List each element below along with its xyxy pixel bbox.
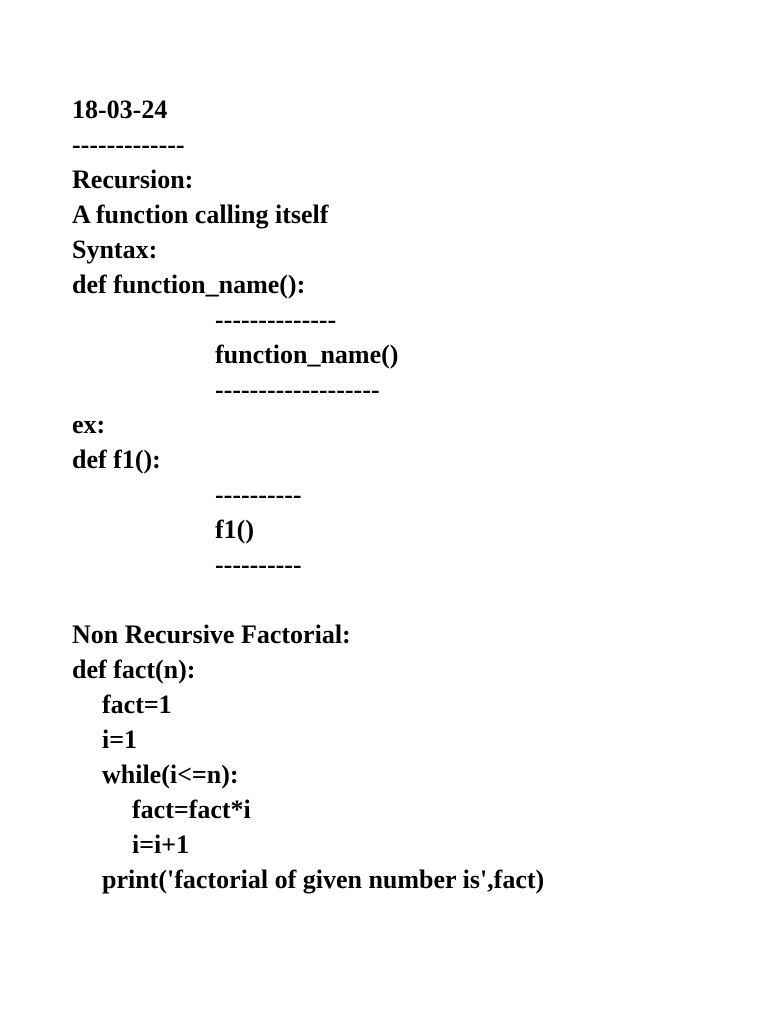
syntax-body-dashes-2: ------------------- [215, 375, 380, 404]
example-def-line: def f1(): [72, 445, 161, 474]
code-i-increment: i=i+1 [132, 830, 190, 859]
example-body-call: f1() [215, 515, 254, 544]
recursion-definition: A function calling itself [72, 200, 329, 229]
syntax-def-line: def function_name(): [72, 270, 306, 299]
example-body-dashes-1: ---------- [215, 480, 302, 509]
code-fact-update: fact=fact*i [132, 795, 251, 824]
syntax-body-dashes-1: -------------- [215, 305, 337, 334]
code-def-fact: def fact(n): [72, 655, 196, 684]
factorial-heading: Non Recursive Factorial: [72, 620, 351, 649]
recursion-heading: Recursion: [72, 165, 194, 194]
separator-line: ------------- [72, 130, 185, 159]
code-print: print('factorial of given number is',fact) [102, 865, 545, 894]
example-heading: ex: [72, 410, 106, 439]
date-line: 18-03-24 [72, 95, 168, 124]
code-i-init: i=1 [102, 725, 138, 754]
code-fact-init: fact=1 [102, 690, 172, 719]
syntax-heading: Syntax: [72, 235, 158, 264]
example-body-dashes-2: ---------- [215, 550, 302, 579]
syntax-body-call: function_name() [215, 340, 399, 369]
code-while: while(i<=n): [102, 760, 239, 789]
